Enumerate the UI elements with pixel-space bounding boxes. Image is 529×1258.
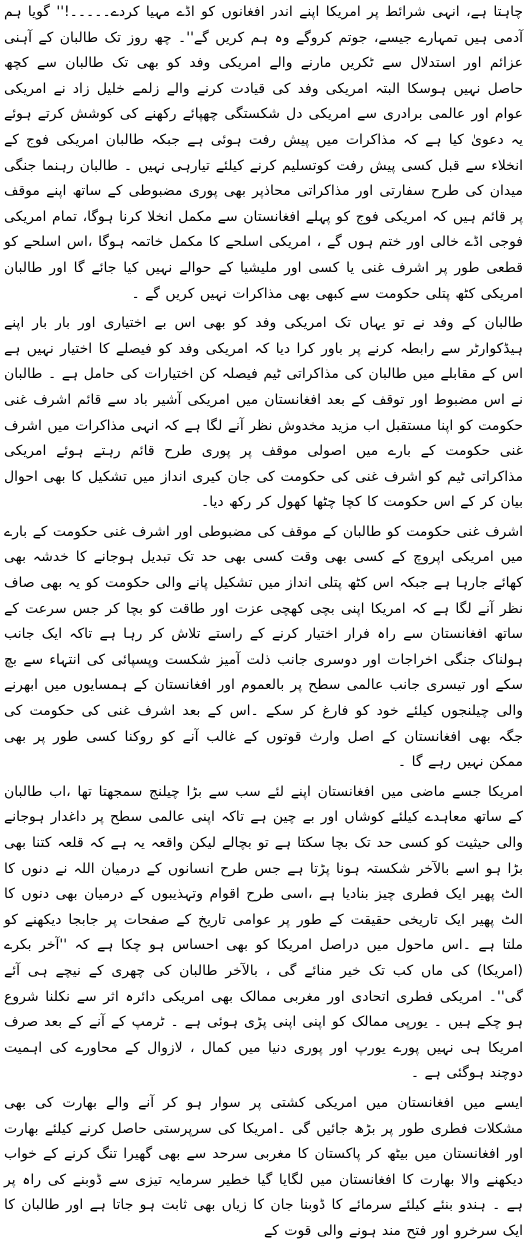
article-paragraph-1: چاہتا ہے، انہی شرائط پر امریکا اپنے اندر افغانوں کو اڈے مہیا کردے۔۔۔۔۔!'' گویا ہم آدمی ہیں تمہارے جیسے، جوتم کروگے وہ ہم کریں گے''۔ چھ روز تک طالبان کے آہنی عزائم اور استدلال سے ٹکریں مارنے والے امریکی وفد کو بھی تک طالبان سے کچھ حاصل نہیں ہوسکا البتہ امریکی وفد کی قیادت کرنے والے زلمے خلیل زاد نے امریکی عوام اور عالمی برادری سے امریکی دل شکستگی چھپائے رکھنے کی کوشش کرتے ہوئے یہ دعویٰ کیا ہے کہ مذاکرات میں پیش رفت ہوئی ہے جبکہ طالبان امریکی فوج کے انخلاء سے قبل کسی پیش رفت کوتسلیم کرنے کیلئے تیارہی نہیں ۔ طالبان رہنما جنگی میدان کی طرح سفارتی اور مذاکراتی محاذپر بھی پوری مضبوطی کے ساتھ اپنے موقف پر قائم ہیں کہ امریکی فوج کو پہلے افغانستان سے مکمل انخلا کرنا ہوگا، تمام امریکی فوجی اڈے خالی اور ختم ہوں گے ، امریکی اسلحے کا مکمل خاتمہ ہوگا ،اس اسلحے کو قطعی طور پر اشرف غنی یا کسی اور ملیشیا کے حوالے نہیں کیا جائے گا اور طالبان امریکی کٹھ پتلی حکومت سے کبھی بھی مذاکرات نہیں کریں گے ۔ (4, 4, 523, 302)
article-paragraph-3: اشرف غنی حکومت کو طالبان کے موقف کی مضبوطی اور اشرف غنی حکومت کے بارے میں امریکی اپروچ کے کسی بھی وقت کسی بھی حد تک تبدیل ہوجانے کا خدشہ بھی کھائے جارہا ہے جبکہ اس کٹھ پتلی انداز میں تشکیل پانے والی حکومت کو یہ بھی صاف نظر آنے لگا ہے کہ امریکا اپنی بچی کھچی عزت اور طاقت کو بچا کر جس سرعت کے ساتھ افغانستان سے راہ فرار اختیار کرنے کے راستے تلاش کر رہا ہے تاکہ ایک جانب ہولناک جنگی اخراجات اور دوسری جانب ذلت آمیز شکست وپسپائی کی انتہاء سے بچ سکے اور تیسری جانب عالمی سطح پر بالعموم اور افغانستان کے ہمسایوں میں ابھرنے والی چیلنجوں کیلئے خود کو فارغ کر سکے ۔اس کے بعد اشرف غنی کی حکومت کی جگہ بھی افغانستان کے اصل وارث قوتوں کے غالب آنے کو روکنا کسی طور پر بھی ممکن نہیں رہے گا ۔ (4, 523, 523, 771)
article-paragraph-2: طالبان کے وفد نے تو یہاں تک امریکی وفد کو بھی اس بے اختیاری اور بار بار اپنے ہیڈکوارٹر سے رابطہ کرنے پر باور کرا دیا کہ امریکی وفد کو فیصلے کا اختیار نہیں ہے اس کے مقابلے میں طالبان کی مذاکراتی ٹیم فیصلہ کن اختیارات کی حامل ہے ۔ طالبان نے اس مضبوط اور توقف کے بعد افغانستان میں امریکی آشیر باد سے قائم اشرف غنی حکومت کو اپنا مستقبل اب مزید مخدوش نظر آنے لگا ہے کہ انہی مذاکرات میں اشرف غنی حکومت کے بارے میں اصولی موقف پر پوری طرح قائم رہتے ہوئے امریکی مذاکراتی ٹیم کو اشرف غنی کی حکومت کی جان کیری انداز میں تشکیل کا بھی احوال بیان کر کے اس حکومت کا کچا چٹھا کھول کر رکھ دیا۔ (4, 315, 523, 511)
article-paragraph-4: امریکا جسے ماضی میں افغانستان اپنے لئے سب سے بڑا چیلنج سمجھتا تھا ،اب طالبان کے ساتھ معاہدے کیلئے کوشاں اور بے چین ہے تاکہ اپنی عالمی سطح پر داغدار ہوجانے والی حیثیت کو کسی حد تک بچا سکتا ہے تو بچالے لیکن واقعہ یہ ہے کہ قلعہ کتنا بھی بڑا ہو اسے بالآخر شکستہ ہونا پڑتا ہے جس طرح انسانوں کے درمیان اللہ نے دنوں کا الٹ پھیر ایک فطری چیز بنادیا ہے ،اسی طرح اقوام وتہذیبوں کے درمیان بھی دنوں کا الٹ پھیر ایک تاریخی حقیقت کے طور پر عوامی تاریخ کے صفحات پر جابجا دیکھنے کو ملتا ہے ۔اس ماحول میں دراصل امریکا کو بھی احساس ہو چکا ہے کہ ''آخر بکرے (امریکا) کی ماں کب تک خیر منائے گی ، بالآخر طالبان کی چھری کے نیچے ہی آئے گی''۔ امریکی فطری اتحادی اور مغربی ممالک بھی امریکی دائرہ اثر سے نکلنا شروع ہو چکے ہیں ۔ یورپی ممالک کو اپنی اپنی پڑی ہوئی ہے ۔ ٹرمپ کے آنے کے بعد صرف امریکا ہی نہیں پورے یورپ اور پوری دنیا میں کمال ، لازوال کے محاورے کی اہمیت دوچند ہوگئی ہے ۔ (4, 783, 523, 1082)
article-paragraph-5: ایسے میں افغانستان میں امریکی کشتی پر سوار ہو کر آنے والے بھارت کی بھی مشکلات فطری طور پر بڑھ جائیں گی ۔امریکا کی سرپرستی حاصل کرنے کیلئے بھارت اور افغانستان میں بیٹھ کر پاکستان کا مغربی سرحد سے بھی گھیرا تنگ کرنے کے خواب دیکھنے والا بھارت کا افغانستان میں لگایا گیا خطیر سرمایہ تیزی سے ڈوبنے کی راہ پر ہے ۔ ہندو بنئے کیلئے سرمائے کا ڈوبنا جان کا زیاں بھی ثابت ہو جاتا ہے اور طالبان کا ایک سرخرو اور فتح مند ہونے والی قوت کے (4, 1094, 523, 1239)
